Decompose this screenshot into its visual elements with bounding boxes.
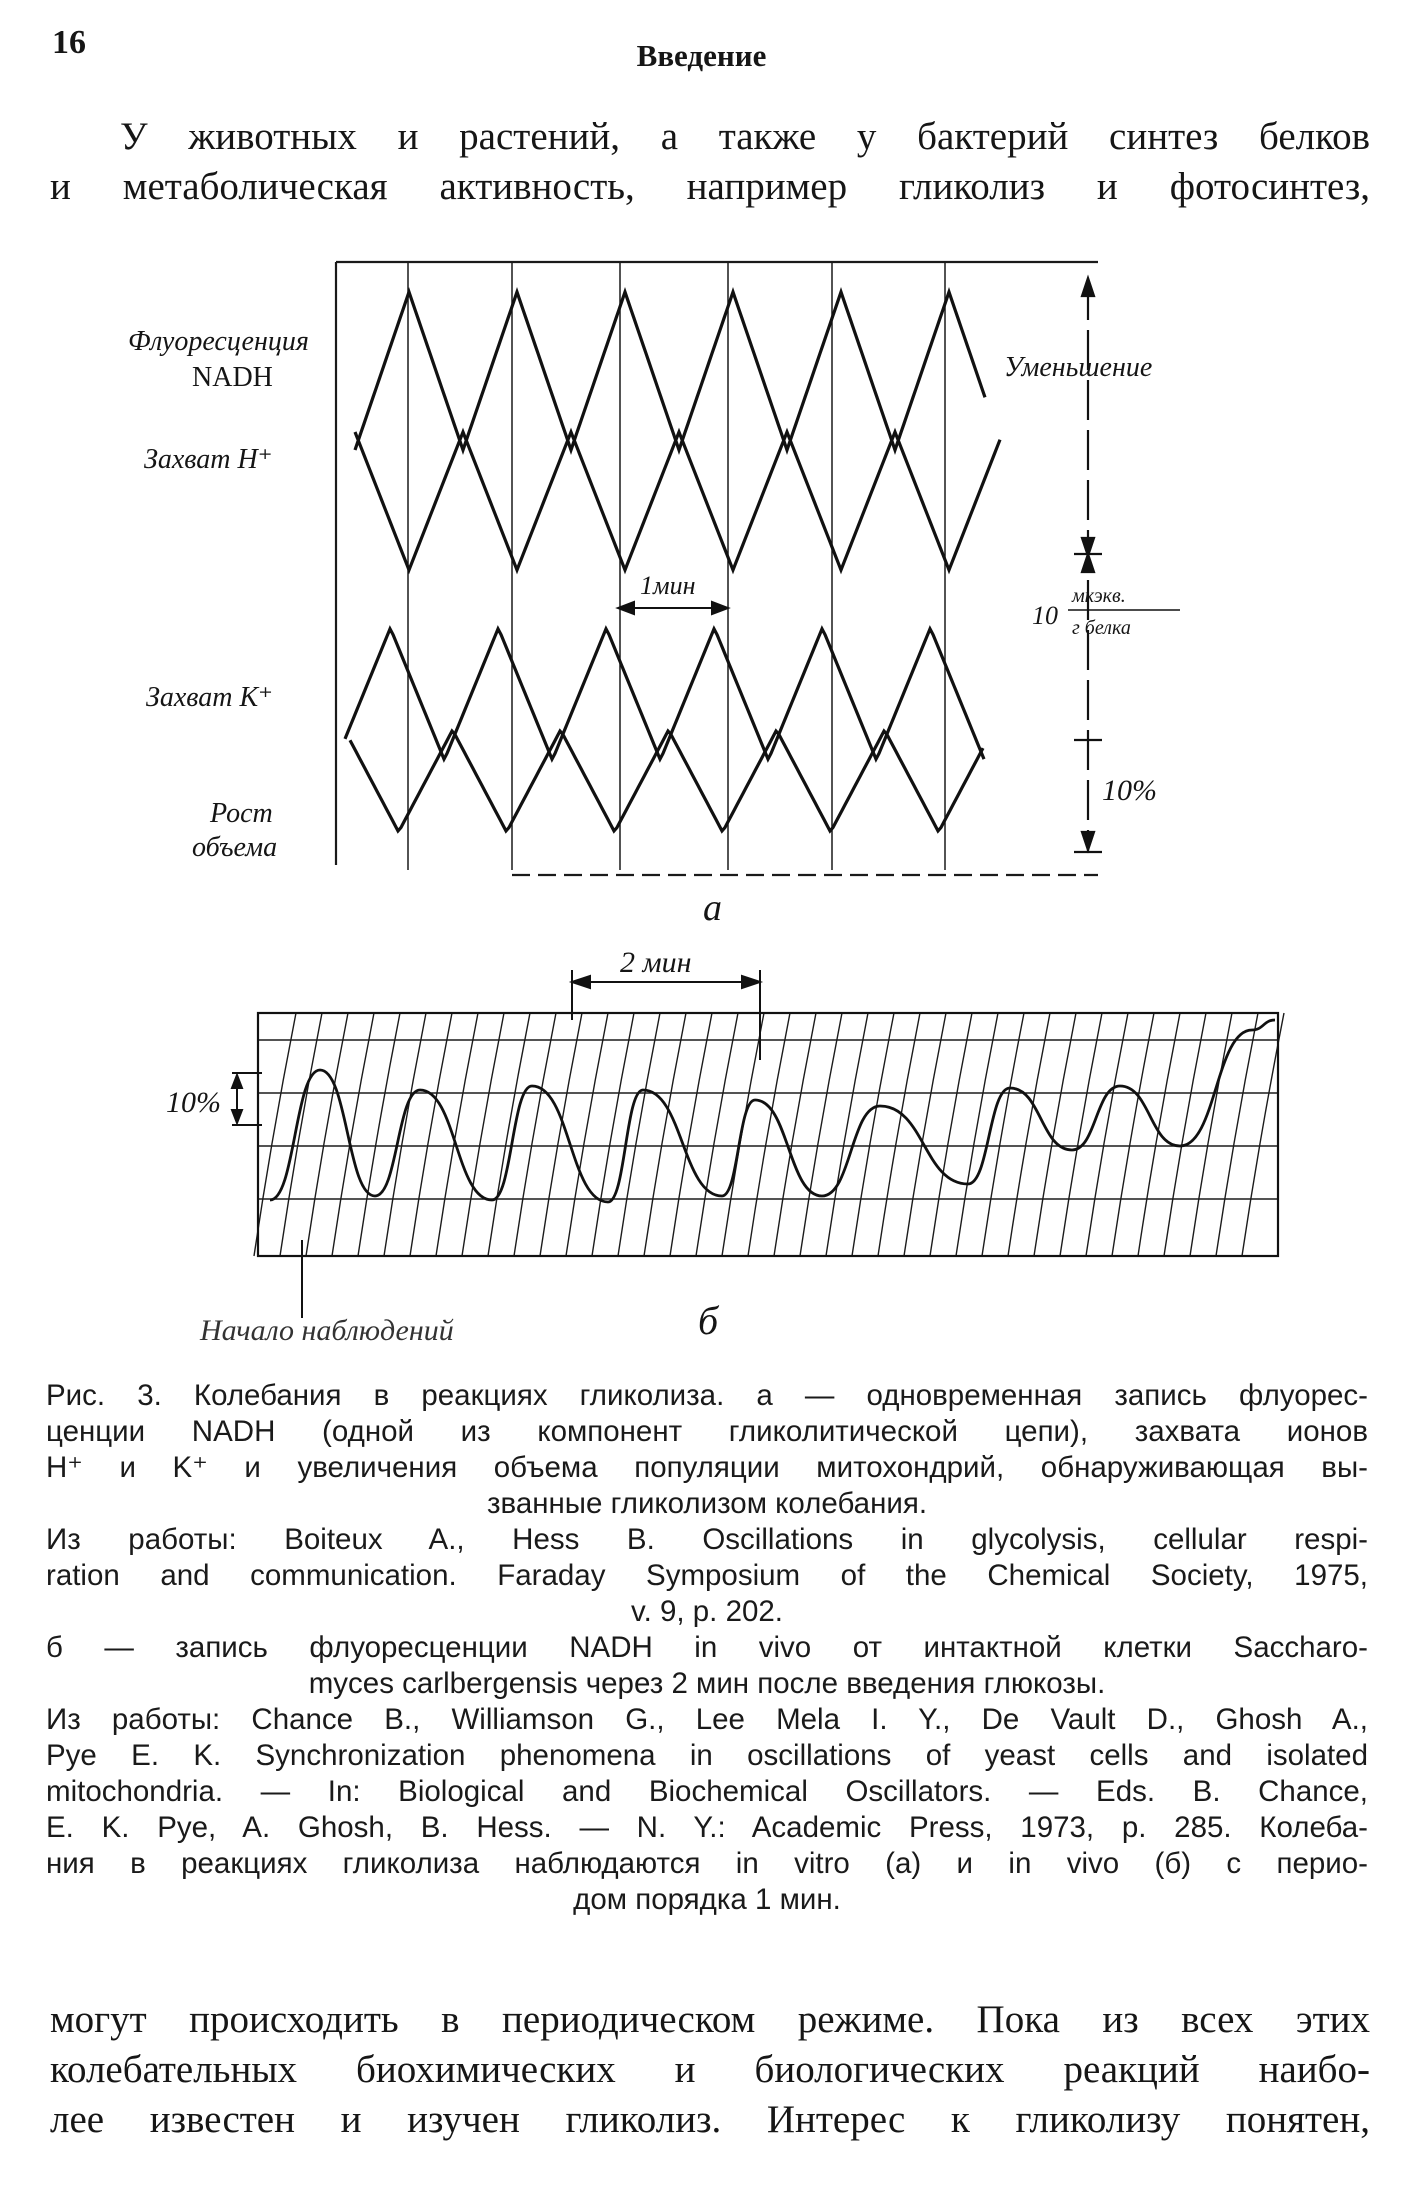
caption-line: Из работы: Chance B., Williamson G., Lee Mela I. Y., De Vault D., Ghosh A., <box>46 1703 1368 1736</box>
caption-line: званные гликолизом колебания. <box>486 1487 928 1520</box>
oscillation-trace <box>355 292 985 450</box>
label-scale-denominator: г белка <box>1072 617 1131 639</box>
oscillation-trace <box>355 432 1000 570</box>
caption-line: ценции NADH (одной из компонент гликолитической цепи), захвата ионов <box>46 1415 1368 1448</box>
caption-line: mitochondria. — In: Biological and Biochemical Oscillators. — Eds. B. Chance, <box>46 1775 1368 1808</box>
caption-line: ration and communication. Faraday Symposium of the Chemical Society, 1975, <box>46 1559 1368 1592</box>
page-number: 16 <box>52 24 86 61</box>
caption-line: Рис. 3. Колебания в реакциях гликолиза. а — одновременная запись флуорес- <box>46 1379 1368 1412</box>
caption-line: б — запись флуоресценции NADH in vivo от интактной клетки Saccharo- <box>46 1631 1368 1664</box>
arrow-right-icon <box>712 602 728 614</box>
caption-line: myces carlbergensis через 2 мин после введения глюкозы. <box>308 1667 1106 1700</box>
figure-caption <box>46 1378 1368 1918</box>
caption-line: дом порядка 1 мин. <box>573 1883 841 1916</box>
label-b-ten-percent: 10% <box>166 1086 221 1119</box>
caption-line: ния в реакциях гликолиза наблюдаются in vitro (а) и in vivo (б) с перио- <box>46 1847 1368 1880</box>
caption-line: v. 9, p. 202. <box>631 1595 783 1628</box>
top-paragraph-line-1: У животных и растений, а также у бактерий синтез белков <box>120 115 1370 158</box>
arrow-up-icon <box>1082 278 1094 296</box>
bottom-paragraph-line-3: лее известен и изучен гликолиз. Интерес к гликолизу понятен, <box>50 2098 1370 2141</box>
label-observation-start: Начало наблюдений <box>200 1314 454 1347</box>
label-scale-value: 10 <box>1032 601 1058 630</box>
running-head: Введение <box>636 38 767 73</box>
top-paragraph-line-2: и метаболическая активность, например гликолиз и фотосинтез, <box>50 165 1370 208</box>
caption-line: E. K. Pye, A. Ghosh, B. Hess. — N. Y.: Academic Press, 1973, p. 285. Колеба- <box>46 1811 1368 1844</box>
arrow-up-icon <box>1082 554 1094 572</box>
panel-label-b: б <box>698 1298 719 1343</box>
label-ten-percent: 10% <box>1102 774 1157 807</box>
caption-line: Из работы: Boiteux A., Hess B. Oscillations in glycolysis, cellular respi- <box>46 1523 1368 1556</box>
bottom-paragraph-line-2: колебательных биохимических и биологических реакций наибо- <box>50 2048 1370 2091</box>
panel-label-a: а <box>703 887 722 929</box>
label-one-minute: 1мин <box>640 571 696 600</box>
figure-a-traces <box>345 292 1000 831</box>
label-decrease: Уменьшение <box>1004 352 1153 383</box>
figure-a-gridlines <box>408 262 945 870</box>
label-nadh: NADH <box>192 362 273 393</box>
caption-line: Pye E. K. Synchronization phenomena in oscillations of yeast cells and isolated <box>46 1739 1368 1772</box>
label-two-minutes: 2 мин <box>620 946 692 979</box>
caption-line: H⁺ и K⁺ и увеличения объема популяции митохондрий, обнаруживающая вы- <box>46 1451 1368 1484</box>
label-k-uptake: Захват K⁺ <box>146 682 273 713</box>
bottom-paragraph-line-1: могут происходить в периодическом режиме. Пока из всех этих <box>50 1998 1370 2041</box>
label-h-uptake: Захват H⁺ <box>144 444 273 475</box>
label-volume-growth-2: объема <box>192 832 278 863</box>
label-volume-growth-1: Рост <box>210 798 273 829</box>
label-scale-numerator: мкэкв. <box>1072 585 1126 607</box>
label-nadh-fluorescence: Флуоресценция <box>128 326 309 357</box>
arrow-down-icon <box>1082 832 1094 850</box>
bottom-paragraph <box>50 1995 1370 2145</box>
figure-a-time-scale <box>618 602 728 614</box>
